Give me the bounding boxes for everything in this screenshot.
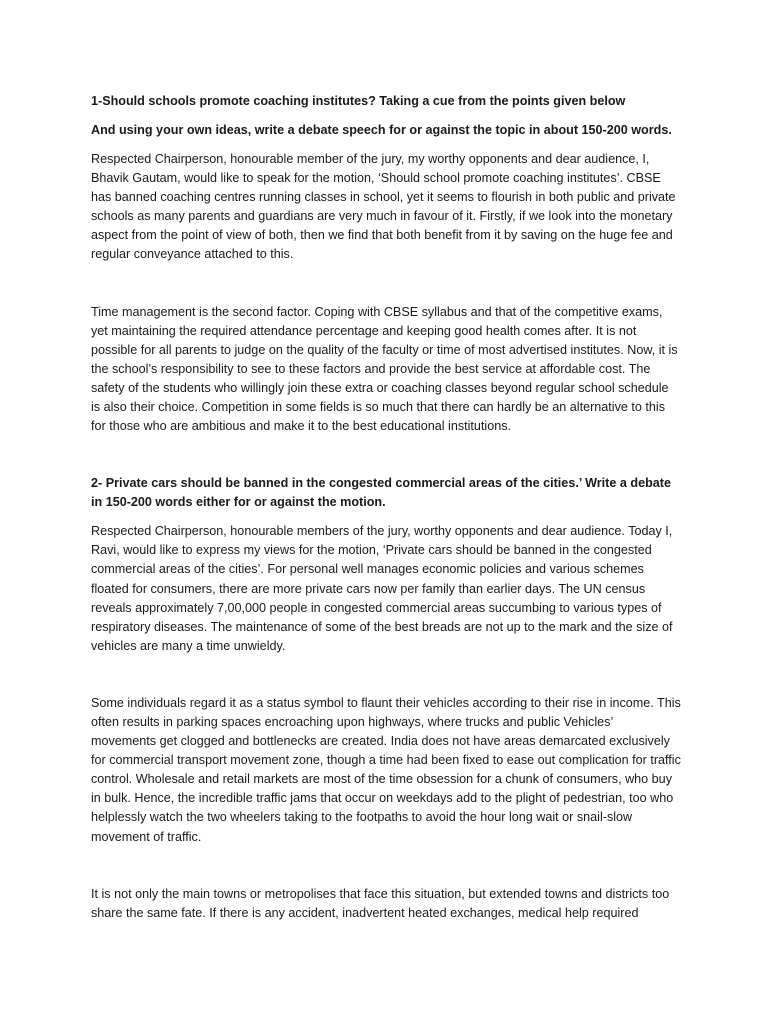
question-2-paragraph-1: Respected Chairperson, honourable members of the jury, worthy opponents and dear audience. Today I, Ravi, would like to express my views for the motion, ‘Private cars should be banned in the congested commercial areas of the cities’. For personal well manages economic policies and various schemes floated for consumers, there are more private cars now per family than earlier days. The UN census reveals approximately 7,00,000 people in congested commercial areas succumbing to various types of respiratory diseases. The maintenance of some of the best breads are not up to the mark and the size of vehicles are many a time unwieldy. — [91, 524, 673, 653]
paragraph-spacer — [91, 656, 681, 694]
paragraph-spacer — [91, 436, 681, 474]
document-body — [91, 92, 681, 923]
paragraph-spacer — [91, 847, 681, 885]
paragraph-spacer — [91, 265, 681, 303]
question-1-paragraph-1: Respected Chairperson, honourable member of the jury, my worthy opponents and dear audience, I, Bhavik Gautam, would like to speak for the motion, ‘Should school promote coaching institutes’. CBSE has banned coaching centres running classes in school, yet it seems to flourish in both public and private schools as many parents and guardians are very much in favour of it. Firstly, if we look into the monetary aspect from the point of view of both, then we find that both benefit from it by saving on the huge fee and regular conveyance attached to this. — [91, 152, 676, 262]
question-2-paragraph-3: It is not only the main towns or metropolises that face this situation, but extended towns and districts too share the same fate. If there is any accident, inadvertent heated exchanges, medical help required — [91, 886, 670, 920]
question-1-title: 1-Should schools promote coaching institutes? Taking a cue from the points given below — [91, 94, 626, 108]
question-1-paragraph-2: Time management is the second factor. Coping with CBSE syllabus and that of the competitive exams, yet maintaining the required attendance percentage and keeping good health comes after. It is not possible for all parents to judge on the quality of the faculty or time of most advertised institutes. Now, it is the school’s responsibility to see to these factors and provide the best service at affordable cost. The safety of the students who willingly join these extra or coaching classes beyond regular school schedule is also their choice. Competition in some fields is so much that there can hardly be an alternative to this for those who are ambitious and make it to the best educational institutions. — [91, 304, 678, 434]
question-1-instruction: And using your own ideas, write a debate speech for or against the topic in about 150-200 words. — [91, 123, 672, 137]
question-2-title: 2- Private cars should be banned in the congested commercial areas of the cities.’ Write a debate in 150-200 words either for or against the motion. — [91, 476, 671, 510]
question-2-paragraph-2: Some individuals regard it as a status symbol to flaunt their vehicles according to their rise in income. This often results in parking spaces encroaching upon highways, where trucks and public Vehicles’ movements get clogged and bottlenecks are created. India does not have areas demarcated exclusively for commercial transport movement zone, though a time had been fixed to ease out complication for traffic control. Wholesale and retail markets are most of the time obsession for a chunk of consumers, who buy in bulk. Hence, the incredible traffic jams that occur on weekdays add to the plight of pedestrian, too who helplessly watch the two wheelers taking to the footpaths to avoid the hour long wait or snail-slow movement of traffic. — [91, 695, 681, 844]
